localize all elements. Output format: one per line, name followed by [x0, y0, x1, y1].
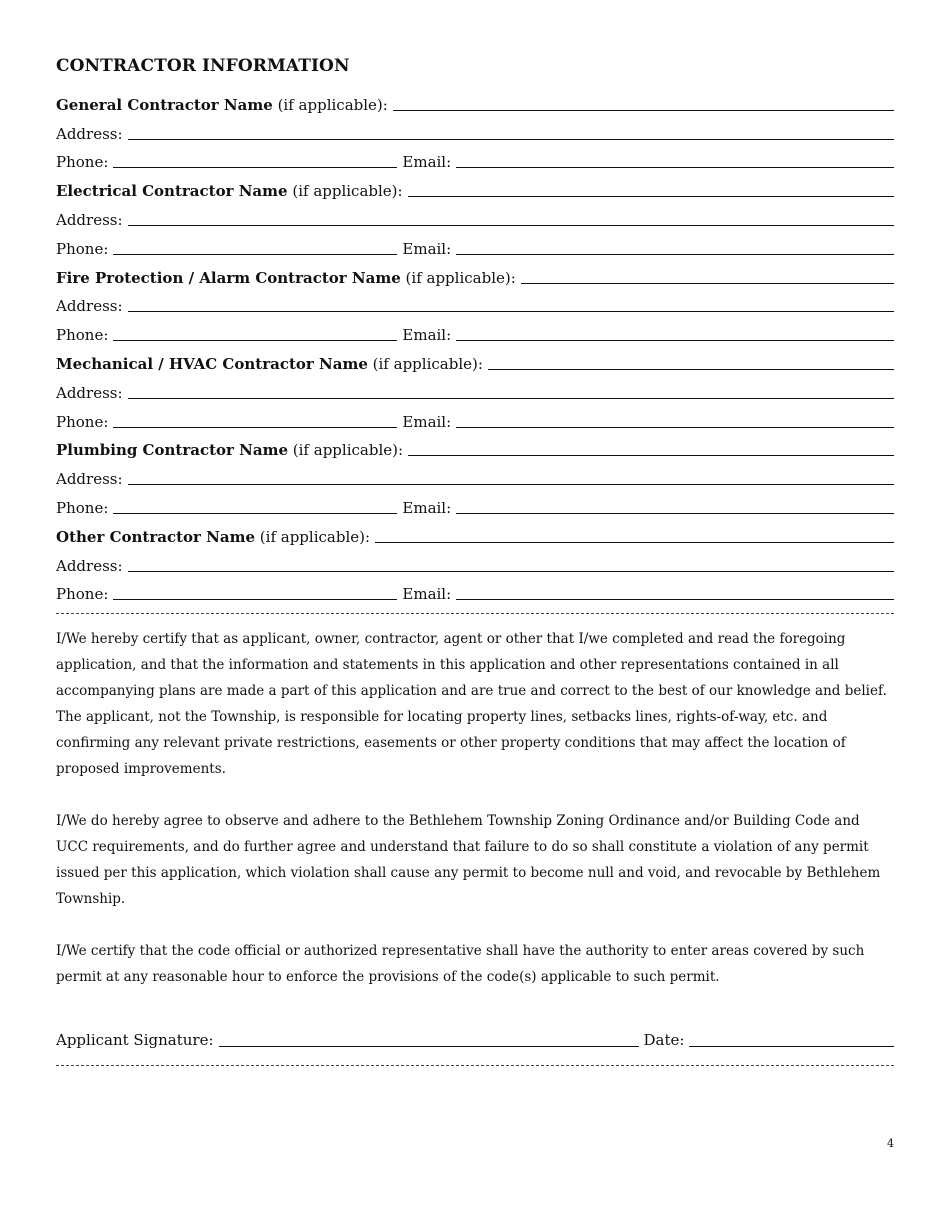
- contractor-name-label: [56, 269, 516, 287]
- email-label: Email:: [402, 239, 452, 258]
- certification-paragraph: I/We hereby certify that as applicant, owner, contractor, agent or other that I/we completed and read the foregoing application, and that the information and statements in this application and other representations contained in all accompanying plans are made a part of this application and are true and correct to the best of our knowledge and belief. The applicant, not the Township, is responsible for locating property lines, setbacks lines, rights-of-way, etc. and confirming any relevant private restrictions, easements or other property conditions that may affect the location of proposed improvements.: [56, 631, 887, 778]
- address-label: Address:: [56, 297, 123, 316]
- address-label: Address:: [56, 210, 123, 229]
- phone-email-row: [56, 402, 894, 431]
- if-applicable-label: (if applicable):: [405, 268, 516, 287]
- signature-row: [56, 1025, 894, 1049]
- applicant-signature-field[interactable]: [219, 1028, 639, 1047]
- contractor-name-row: [56, 431, 894, 460]
- applicant-signature-label: Applicant Signature:: [56, 1031, 214, 1050]
- if-applicable-label: (if applicable):: [372, 354, 483, 373]
- if-applicable-label: (if applicable):: [292, 182, 403, 201]
- contractor-list: [56, 85, 894, 603]
- email-label: Email:: [402, 412, 452, 431]
- contractor-block: [56, 85, 894, 171]
- phone-email-row: [56, 575, 894, 604]
- address-label: Address:: [56, 383, 123, 402]
- if-applicable-label: (if applicable):: [277, 95, 388, 114]
- date-field[interactable]: [689, 1028, 894, 1047]
- contractor-name-label: [56, 441, 403, 459]
- contractor-name-field[interactable]: [375, 524, 894, 543]
- contractor-block: [56, 171, 894, 257]
- email-field[interactable]: [456, 495, 894, 514]
- dashed-separator-bottom: [56, 1065, 894, 1066]
- contractor-name-label: [56, 528, 370, 546]
- phone-label: Phone:: [56, 585, 109, 604]
- agreement-paragraph: I/We do hereby agree to observe and adhere to the Bethlehem Township Zoning Ordinance and/or Building Code and UCC requirements, and do further agree and understand that failure to do so shall constitute a violation of any permit issued per this application, which violation shall cause any permit to become null and void, and revocable by Bethlehem Township.: [56, 813, 881, 908]
- email-field[interactable]: [456, 149, 894, 168]
- address-label: Address:: [56, 556, 123, 575]
- address-row: [56, 459, 894, 488]
- phone-label: Phone:: [56, 326, 109, 345]
- phone-field[interactable]: [113, 581, 397, 600]
- email-field[interactable]: [456, 409, 894, 428]
- phone-field[interactable]: [113, 495, 397, 514]
- contractor-information-page: [56, 54, 894, 1066]
- contractor-name-label: [56, 182, 403, 200]
- contractor-name-label: [56, 96, 388, 114]
- contractor-block: [56, 517, 894, 603]
- dashed-separator: [56, 613, 894, 614]
- date-label: Date:: [643, 1031, 685, 1050]
- authority-paragraph: I/We certify that the code official or authorized representative shall have the authority to enter areas covered by such permit at any reasonable hour to enforce the provisions of the code(s) applicable to such permit.: [56, 943, 865, 986]
- address-label: Address:: [56, 470, 123, 489]
- email-field[interactable]: [456, 581, 894, 600]
- contractor-block: [56, 344, 894, 430]
- contractor-name-row: [56, 85, 894, 114]
- contractor-name-label: [56, 355, 483, 373]
- phone-email-row: [56, 488, 894, 517]
- section-heading: CONTRACTOR INFORMATION: [56, 56, 350, 76]
- contractor-name-row: [56, 171, 894, 200]
- contractor-name-field[interactable]: [408, 437, 894, 456]
- address-row: [56, 546, 894, 575]
- contractor-block: [56, 258, 894, 344]
- address-field[interactable]: [128, 380, 894, 399]
- contractor-name-row: [56, 258, 894, 287]
- email-field[interactable]: [456, 236, 894, 255]
- if-applicable-label: (if applicable):: [259, 527, 371, 546]
- phone-label: Phone:: [56, 412, 109, 431]
- contractor-name-title: Electrical Contractor Name: [56, 182, 288, 201]
- address-field[interactable]: [128, 293, 894, 312]
- address-label: Address:: [56, 124, 123, 143]
- phone-field[interactable]: [113, 236, 397, 255]
- contractor-name-row: [56, 344, 894, 373]
- address-row: [56, 287, 894, 316]
- address-field[interactable]: [128, 466, 894, 485]
- contractor-name-title: Plumbing Contractor Name: [56, 441, 288, 460]
- address-field[interactable]: [128, 207, 894, 226]
- address-field[interactable]: [128, 553, 894, 572]
- phone-email-row: [56, 143, 894, 172]
- contractor-name-field[interactable]: [521, 265, 894, 284]
- contractor-name-title: Other Contractor Name: [56, 527, 256, 546]
- phone-email-row: [56, 229, 894, 258]
- phone-email-row: [56, 315, 894, 344]
- contractor-name-title: Mechanical / HVAC Contractor Name: [56, 354, 368, 373]
- email-label: Email:: [402, 585, 452, 604]
- phone-label: Phone:: [56, 153, 109, 172]
- email-label: Email:: [402, 498, 452, 517]
- address-row: [56, 373, 894, 402]
- phone-field[interactable]: [113, 409, 397, 428]
- phone-label: Phone:: [56, 498, 109, 517]
- email-field[interactable]: [456, 322, 894, 341]
- contractor-name-title: General Contractor Name: [56, 95, 273, 114]
- address-row: [56, 200, 894, 229]
- contractor-name-field[interactable]: [408, 178, 894, 197]
- contractor-name-field[interactable]: [488, 351, 894, 370]
- email-label: Email:: [402, 153, 452, 172]
- phone-field[interactable]: [113, 322, 397, 341]
- contractor-name-field[interactable]: [393, 92, 894, 111]
- contractor-name-title: Fire Protection / Alarm Contractor Name: [56, 268, 401, 287]
- phone-label: Phone:: [56, 239, 109, 258]
- page-number: 4: [887, 1137, 894, 1150]
- contractor-name-row: [56, 517, 894, 546]
- address-field[interactable]: [128, 121, 894, 140]
- contractor-block: [56, 431, 894, 517]
- phone-field[interactable]: [113, 149, 397, 168]
- if-applicable-label: (if applicable):: [292, 441, 404, 460]
- email-label: Email:: [402, 326, 452, 345]
- address-row: [56, 114, 894, 143]
